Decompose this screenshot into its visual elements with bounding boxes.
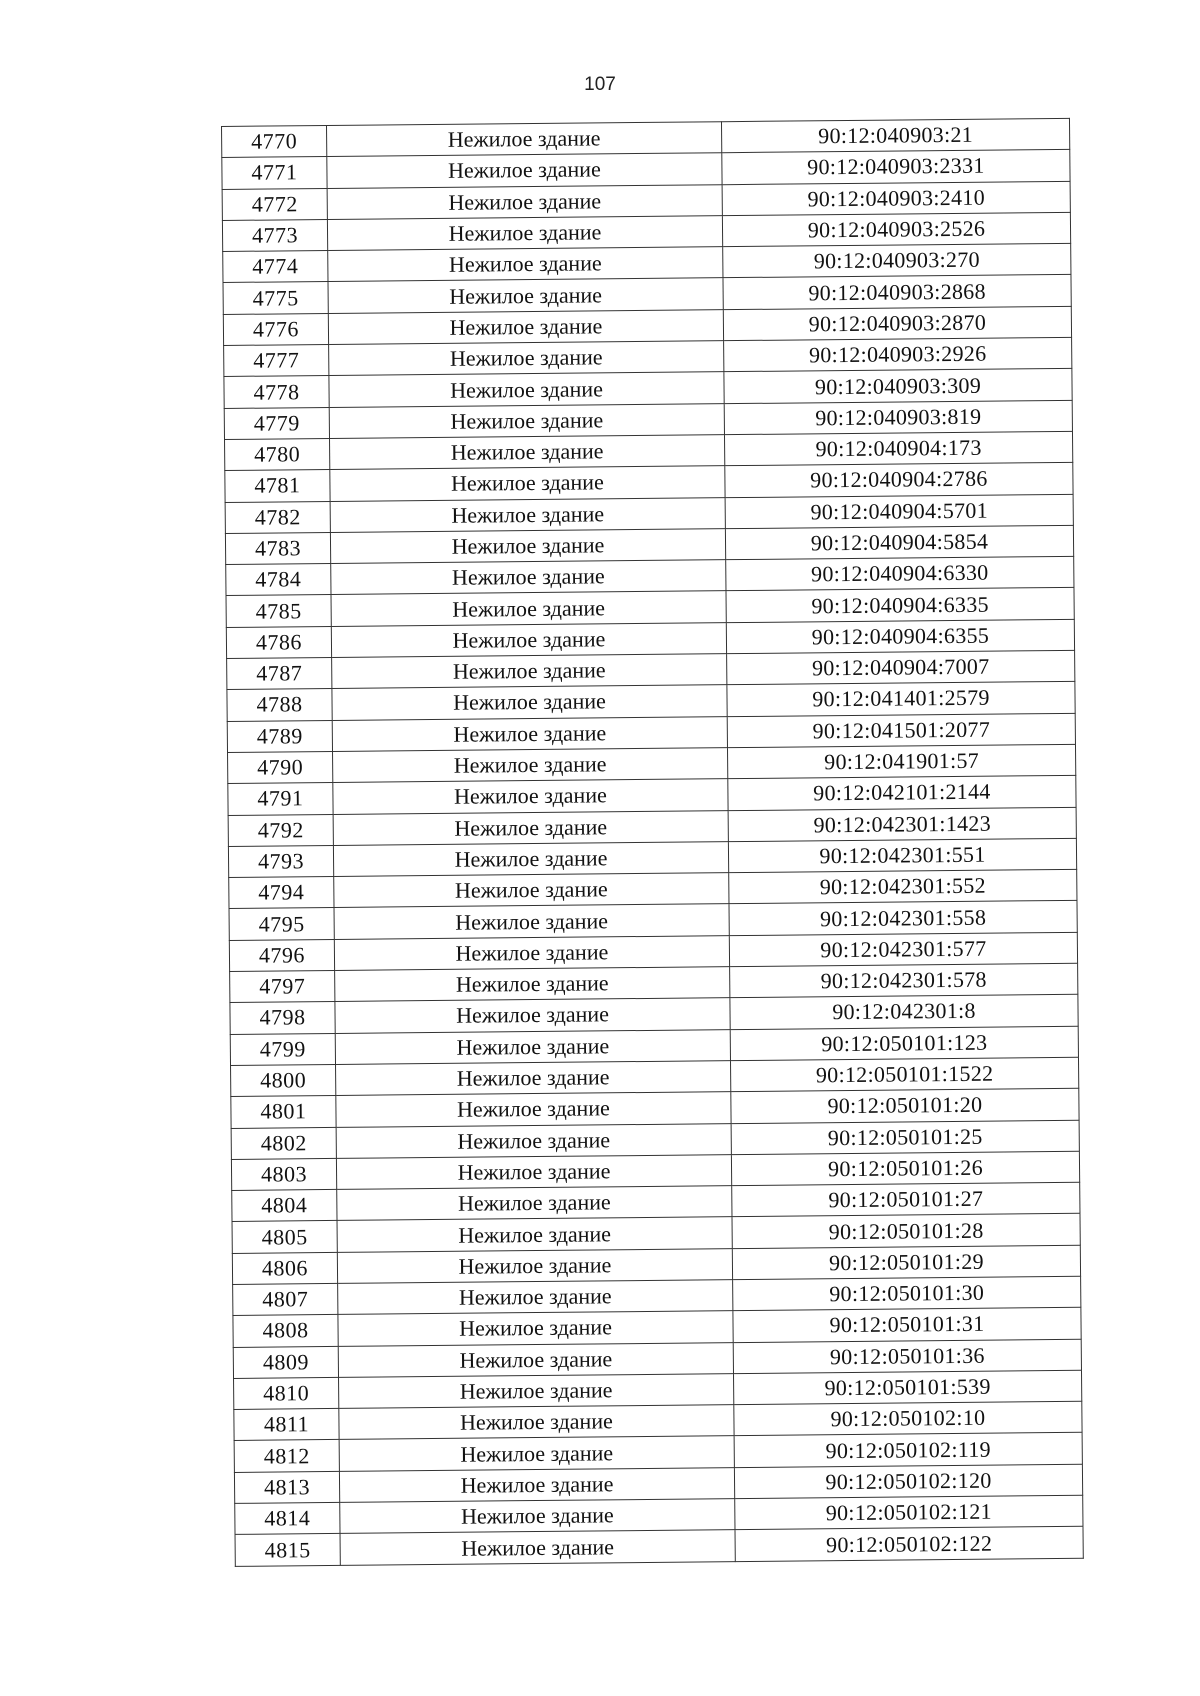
- cadastral-number-cell: 90:12:050101:25: [731, 1120, 1079, 1155]
- object-type-cell: Нежилое здание: [331, 560, 726, 595]
- cadastral-number-cell: 90:12:050101:20: [731, 1089, 1079, 1124]
- object-type-cell: Нежилое здание: [334, 935, 729, 970]
- cadastral-number-cell: 90:12:050102:121: [735, 1495, 1083, 1530]
- row-number-cell: 4811: [234, 1409, 339, 1441]
- row-number-cell: 4791: [228, 783, 333, 815]
- object-type-cell: Нежилое здание: [335, 998, 730, 1033]
- row-number-cell: 4793: [228, 845, 333, 877]
- object-type-cell: Нежилое здание: [336, 1061, 731, 1096]
- row-number-cell: 4790: [228, 751, 333, 783]
- cadastral-number-cell: 90:12:042301:577: [729, 932, 1077, 967]
- row-number-cell: 4780: [225, 438, 330, 470]
- row-number-cell: 4775: [223, 282, 328, 314]
- row-number-cell: 4789: [227, 720, 332, 752]
- cadastral-number-cell: 90:12:042101:2144: [728, 776, 1076, 811]
- row-number-cell: 4797: [230, 970, 335, 1002]
- cadastral-number-cell: 90:12:042301:551: [728, 838, 1076, 873]
- row-number-cell: 4784: [226, 564, 331, 596]
- object-type-cell: Нежилое здание: [339, 1374, 734, 1409]
- cadastral-number-cell: 90:12:040903:2526: [722, 212, 1070, 247]
- object-type-cell: Нежилое здание: [338, 1342, 733, 1377]
- cadastral-number-cell: 90:12:040903:2868: [723, 275, 1071, 310]
- object-type-cell: Нежилое здание: [333, 810, 728, 845]
- row-number-cell: 4783: [225, 532, 330, 564]
- cadastral-number-cell: 90:12:041401:2579: [727, 682, 1075, 717]
- object-type-cell: Нежилое здание: [332, 685, 727, 720]
- cadastral-number-cell: 90:12:040903:819: [724, 400, 1072, 435]
- object-type-cell: Нежилое здание: [330, 435, 725, 470]
- cadastral-number-cell: 90:12:040903:2926: [724, 337, 1072, 372]
- object-type-cell: Нежилое здание: [328, 247, 723, 282]
- row-number-cell: 4772: [222, 188, 327, 220]
- row-number-cell: 4807: [233, 1283, 338, 1315]
- row-number-cell: 4808: [233, 1315, 338, 1347]
- cadastral-number-cell: 90:12:042301:552: [729, 869, 1077, 904]
- cadastral-number-cell: 90:12:042301:1423: [728, 807, 1076, 842]
- cadastral-number-cell: 90:12:040904:7007: [727, 650, 1075, 685]
- object-type-cell: Нежилое здание: [334, 904, 729, 939]
- row-number-cell: 4798: [230, 1002, 335, 1034]
- cadastral-number-cell: 90:12:050102:120: [734, 1464, 1082, 1499]
- cadastral-number-cell: 90:12:040904:2786: [725, 463, 1073, 498]
- cadastral-number-cell: 90:12:042301:558: [729, 901, 1077, 936]
- cadastral-number-cell: 90:12:040904:5701: [725, 494, 1073, 529]
- object-type-cell: Нежилое здание: [329, 341, 724, 376]
- cadastral-number-cell: 90:12:040904:5854: [725, 525, 1073, 560]
- cadastral-number-cell: 90:12:050101:31: [733, 1308, 1081, 1343]
- object-type-cell: Нежилое здание: [327, 153, 722, 188]
- object-type-cell: Нежилое здание: [333, 841, 728, 876]
- row-number-cell: 4778: [224, 376, 329, 408]
- object-type-cell: Нежилое здание: [336, 1092, 731, 1127]
- cadastral-number-cell: 90:12:040904:173: [724, 431, 1072, 466]
- row-number-cell: 4786: [226, 626, 331, 658]
- row-number-cell: 4777: [224, 345, 329, 377]
- object-type-cell: Нежилое здание: [333, 748, 728, 783]
- cadastral-number-cell: 90:12:042301:8: [730, 995, 1078, 1030]
- row-number-cell: 4805: [232, 1221, 337, 1253]
- object-type-cell: Нежилое здание: [339, 1467, 734, 1502]
- object-type-cell: Нежилое здание: [330, 529, 725, 564]
- row-number-cell: 4796: [229, 939, 334, 971]
- cadastral-number-cell: 90:12:040903:270: [723, 244, 1071, 279]
- object-type-cell: Нежилое здание: [339, 1405, 734, 1440]
- object-type-cell: Нежилое здание: [331, 591, 726, 626]
- object-type-cell: Нежилое здание: [336, 1154, 731, 1189]
- row-number-cell: 4815: [235, 1534, 340, 1566]
- object-type-cell: Нежилое здание: [336, 1123, 731, 1158]
- cadastral-number-cell: 90:12:041901:57: [727, 744, 1075, 779]
- row-number-cell: 4802: [231, 1127, 336, 1159]
- row-number-cell: 4813: [234, 1471, 339, 1503]
- object-type-cell: Нежилое здание: [328, 278, 723, 313]
- cadastral-number-cell: 90:12:040904:6330: [726, 556, 1074, 591]
- cadastral-number-cell: 90:12:041501:2077: [727, 713, 1075, 748]
- object-type-cell: Нежилое здание: [337, 1186, 732, 1221]
- object-type-cell: Нежилое здание: [335, 967, 730, 1002]
- object-type-cell: Нежилое здание: [329, 403, 724, 438]
- cadastral-number-cell: 90:12:042301:578: [730, 963, 1078, 998]
- cadastral-number-cell: 90:12:050101:539: [733, 1370, 1081, 1405]
- object-type-cell: Нежилое здание: [338, 1280, 733, 1315]
- row-number-cell: 4773: [222, 219, 327, 251]
- row-number-cell: 4788: [227, 689, 332, 721]
- object-type-cell: Нежилое здание: [340, 1530, 735, 1565]
- cadastral-number-cell: 90:12:050101:36: [733, 1339, 1081, 1374]
- page-number: 107: [584, 74, 616, 95]
- cadastral-number-cell: 90:12:050102:10: [734, 1401, 1082, 1436]
- row-number-cell: 4792: [228, 814, 333, 846]
- registry-table-wrapper: [221, 118, 1084, 1567]
- row-number-cell: 4794: [229, 877, 334, 909]
- cadastral-number-cell: 90:12:050101:28: [732, 1214, 1080, 1249]
- object-type-cell: Нежилое здание: [329, 372, 724, 407]
- object-type-cell: Нежилое здание: [331, 622, 726, 657]
- row-number-cell: 4799: [230, 1033, 335, 1065]
- row-number-cell: 4782: [225, 501, 330, 533]
- cadastral-number-cell: 90:12:040903:2870: [723, 306, 1071, 341]
- object-type-cell: Нежилое здание: [338, 1311, 733, 1346]
- registry-table-body: [222, 118, 1084, 1566]
- cadastral-number-cell: 90:12:040904:6335: [726, 588, 1074, 623]
- cadastral-number-cell: 90:12:050101:29: [732, 1245, 1080, 1280]
- object-type-cell: Нежилое здание: [332, 654, 727, 689]
- row-number-cell: 4776: [223, 313, 328, 345]
- cadastral-number-cell: 90:12:040903:21: [721, 118, 1069, 153]
- row-number-cell: 4770: [222, 125, 327, 157]
- row-number-cell: 4800: [231, 1064, 336, 1096]
- row-number-cell: 4779: [224, 407, 329, 439]
- object-type-cell: Нежилое здание: [337, 1248, 732, 1283]
- row-number-cell: 4804: [232, 1190, 337, 1222]
- row-number-cell: 4774: [223, 251, 328, 283]
- row-number-cell: 4785: [226, 595, 331, 627]
- row-number-cell: 4795: [229, 908, 334, 940]
- object-type-cell: Нежилое здание: [330, 497, 725, 532]
- object-type-cell: Нежилое здание: [332, 716, 727, 751]
- row-number-cell: 4771: [222, 157, 327, 189]
- row-number-cell: 4814: [235, 1502, 340, 1534]
- object-type-cell: Нежилое здание: [340, 1499, 735, 1534]
- row-number-cell: 4781: [225, 470, 330, 502]
- object-type-cell: Нежилое здание: [326, 122, 721, 157]
- object-type-cell: Нежилое здание: [327, 184, 722, 219]
- table-row: [235, 1527, 1083, 1566]
- object-type-cell: Нежилое здание: [333, 779, 728, 814]
- row-number-cell: 4810: [234, 1377, 339, 1409]
- cadastral-number-cell: 90:12:050101:123: [730, 1026, 1078, 1061]
- object-type-cell: Нежилое здание: [327, 216, 722, 251]
- object-type-cell: Нежилое здание: [335, 1029, 730, 1064]
- cadastral-number-cell: 90:12:050101:30: [733, 1276, 1081, 1311]
- cadastral-number-cell: 90:12:050102:119: [734, 1433, 1082, 1468]
- cadastral-number-cell: 90:12:040904:6355: [726, 619, 1074, 654]
- cadastral-number-cell: 90:12:050101:27: [732, 1182, 1080, 1217]
- cadastral-number-cell: 90:12:040903:309: [724, 369, 1072, 404]
- cadastral-number-cell: 90:12:050102:122: [735, 1527, 1083, 1562]
- row-number-cell: 4803: [231, 1158, 336, 1190]
- row-number-cell: 4809: [233, 1346, 338, 1378]
- registry-table: [221, 118, 1084, 1567]
- cadastral-number-cell: 90:12:050101:1522: [730, 1057, 1078, 1092]
- row-number-cell: 4801: [231, 1096, 336, 1128]
- cadastral-number-cell: 90:12:040903:2410: [722, 181, 1070, 216]
- object-type-cell: Нежилое здание: [339, 1436, 734, 1471]
- cadastral-number-cell: 90:12:050101:26: [731, 1151, 1079, 1186]
- object-type-cell: Нежилое здание: [330, 466, 725, 501]
- row-number-cell: 4787: [227, 658, 332, 690]
- object-type-cell: Нежилое здание: [328, 309, 723, 344]
- object-type-cell: Нежилое здание: [337, 1217, 732, 1252]
- cadastral-number-cell: 90:12:040903:2331: [722, 150, 1070, 185]
- row-number-cell: 4806: [232, 1252, 337, 1284]
- object-type-cell: Нежилое здание: [334, 873, 729, 908]
- row-number-cell: 4812: [234, 1440, 339, 1472]
